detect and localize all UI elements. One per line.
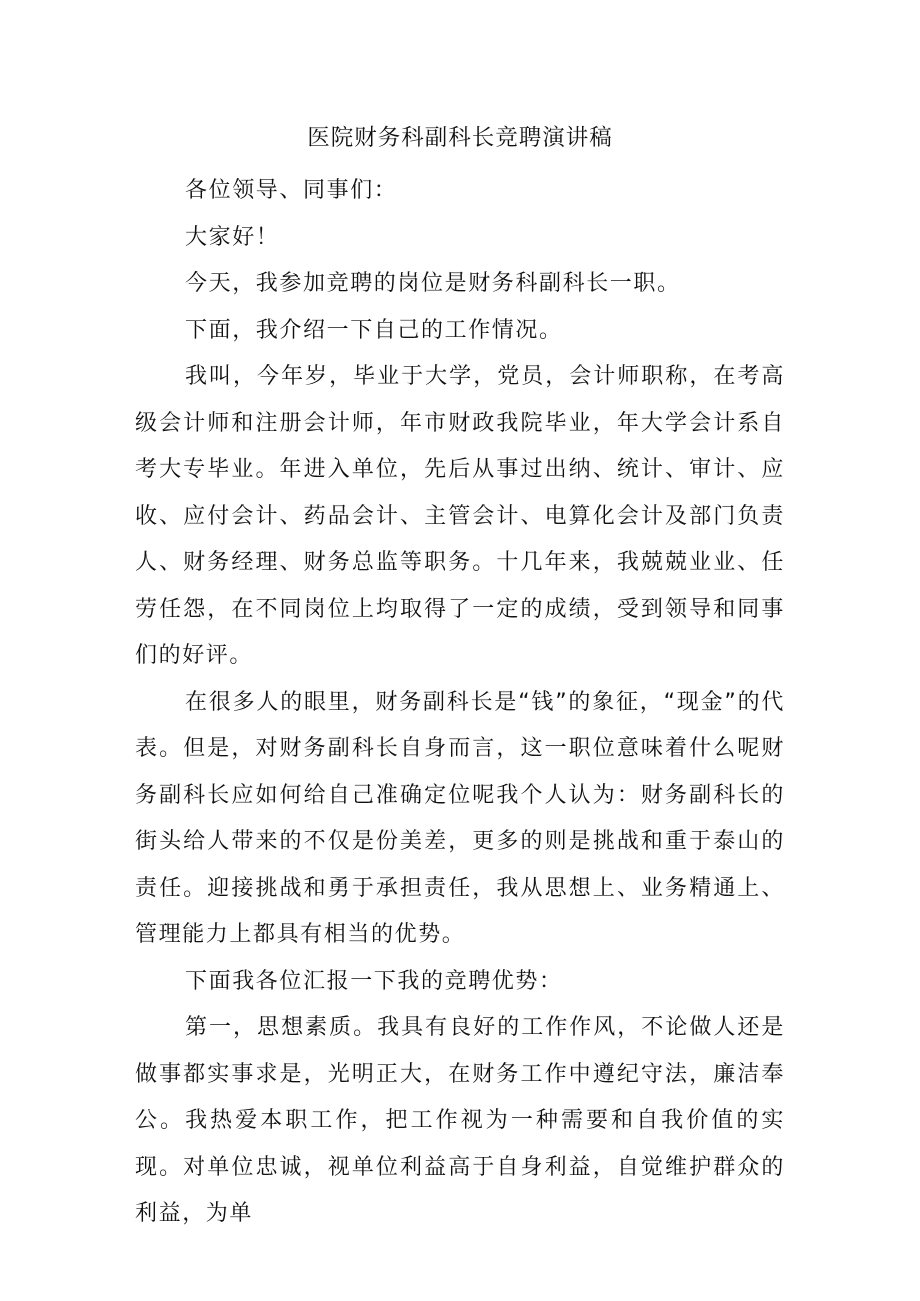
paragraph-background: 我叫，今年岁，毕业于大学，党员，会计师职称，在考高级会计师和注册会计师，年市财政我院毕业，年大学会计系自考大专毕业。年进入单位，先后从事过出纳、统计、审计、应收、应付会计、药品会计、主管会计、电算化会计及部门负责人、财务经理、财务总监等职务。十几年来，我兢兢业业、任劳任怨，在不同岗位上均取得了一定的成绩，受到领导和同事们的好评。: [135, 364, 785, 668]
paragraph-role-view: 在很多人的眼里，财务副科长是“钱”的象征，“现金”的代表。但是，对财务副科长自身而言，这一职位意味着什么呢财务副科长应如何给自己准确定位呢我个人认为：财务副科长的街头给人带来的不仅是份美差，更多的则是挑战和重于泰山的责任。迎接挑战和勇于承担责任，我从思想上、业务精通上、管理能力上都具有相当的优势。: [135, 689, 785, 947]
paragraph-greeting: 大家好！: [185, 224, 280, 250]
paragraph-first-advantage: 第一，思想素质。我具有良好的工作作风，不论做人还是做事都实事求是，光明正大，在财务工作中遵纪守法，廉洁奉公。我热爱本职工作，把工作视为一种需要和自我价值的实现。对单位忠诚，视单位利益高于自身利益，自觉维护群众的利益，为单: [135, 1015, 785, 1226]
paragraph-salutation: 各位领导、同事们：: [185, 178, 398, 203]
paragraph-advantages-heading: 下面我各位汇报一下我的竞聘优势：: [185, 968, 563, 994]
paragraph-position: 今天，我参加竞聘的岗位是财务科副科长一职。: [185, 271, 681, 296]
paragraph-intro: 下面，我介绍一下自己的工作情况。: [185, 317, 563, 343]
document-title: 医院财务科副科长竞聘演讲稿: [307, 125, 613, 151]
document-body: [135, 168, 785, 1238]
